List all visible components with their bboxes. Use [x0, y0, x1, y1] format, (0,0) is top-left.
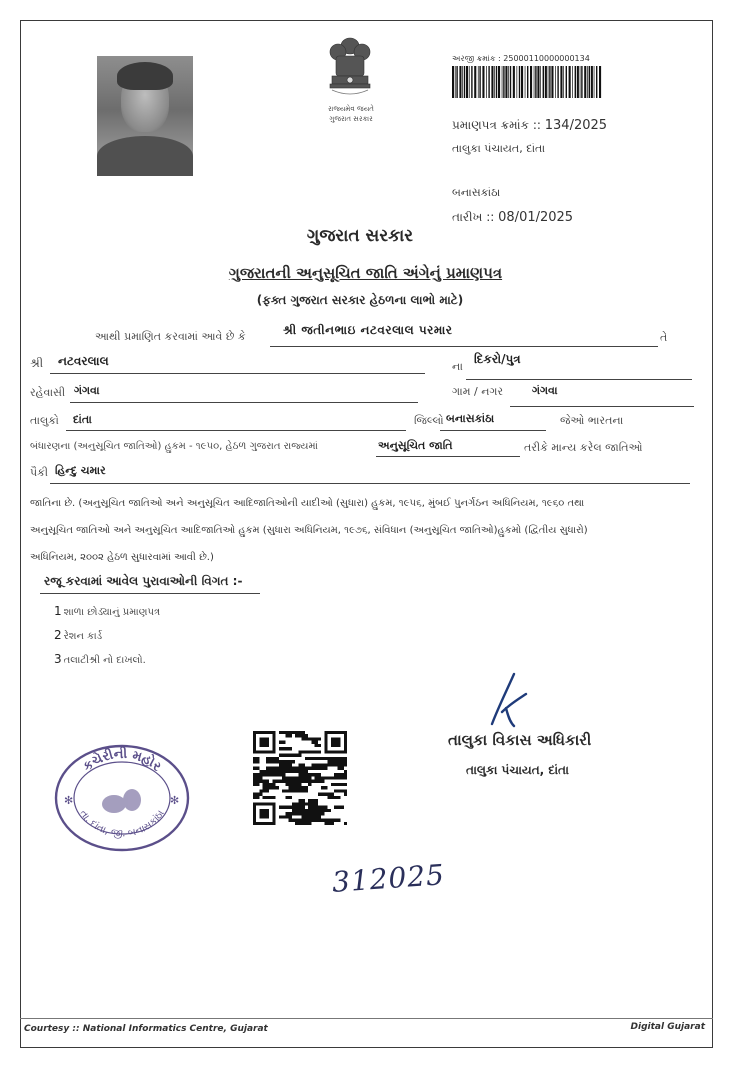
seal-top-text: કચેરીની મહોર	[80, 746, 164, 775]
issue-date: 08/01/2025	[498, 210, 574, 225]
applicant-photo	[97, 56, 193, 176]
certificate-number: 134/2025	[544, 118, 608, 133]
certify-label: આથી પ્રમાણિત કરવામાં આવે છે કે	[95, 330, 246, 343]
signatory-title: તાલુકા વિકાસ અધિકારી	[448, 731, 592, 749]
emblem-caption-line2: ગુજરાત સરકાર	[329, 115, 373, 123]
seal-bottom-text: તા. દાંતા, જી. બનાસકાંઠા	[77, 808, 167, 840]
svg-text:કચેરીની મહોર	[80, 745, 164, 775]
government-heading: ગુજરાત સરકાર	[306, 226, 414, 246]
caste-prefix: પૈકી	[30, 466, 49, 479]
applicant-name: શ્રી જતીનભાઇ નટવરલાલ પરમાર	[283, 323, 453, 337]
certificate-number-row: પ્રમાણપત્ર ક્રમાંક :: 134/2025	[452, 118, 608, 133]
emblem-caption	[316, 104, 386, 124]
district-underline	[440, 430, 546, 431]
handwritten-note: 312025	[330, 858, 446, 899]
qr-code-icon	[253, 731, 347, 825]
barcode-icon	[452, 66, 602, 98]
legal-paragraph-line3: અધિનિયમ, ૨૦૦૨ હેઠળ સુધારવામાં આવી છે.)	[30, 552, 214, 563]
name-underline	[270, 346, 658, 347]
resident-label: રહેવાસી	[30, 386, 66, 399]
application-number: અરજી ક્રમાંક : 25000110000000134	[452, 54, 590, 63]
relation: દિકરો/પુત્ર	[474, 352, 521, 366]
documents-heading-underline	[40, 593, 260, 594]
list-item: 1 શાળા છોડ્યાનું પ્રમાણપત્ર	[54, 604, 161, 618]
village-label: ગામ / નગર	[452, 385, 504, 398]
father-name: નટવરલાલ	[58, 354, 109, 368]
issuing-office: તાલુકા પંચાયત, દાંતા	[452, 142, 546, 155]
father-underline	[50, 373, 425, 374]
category-value: અનુસૂચિત જાતિ	[378, 439, 453, 452]
constitution-label: બંધારણના (અનુસૂચિત જાતિઓ) હુકમ - ૧૯૫૦, હેઠળ ગુજરાત રાજ્યમાં	[30, 441, 318, 452]
issue-date-row: તારીખ :: 08/01/2025	[452, 210, 574, 225]
category-underline	[376, 456, 520, 457]
name-suffix: તે	[660, 331, 668, 344]
taluka-label: તાલુકો	[30, 414, 59, 427]
na-label: ના	[452, 360, 463, 373]
taluka-value: દાંતા	[73, 413, 92, 426]
relation-underline	[466, 379, 692, 380]
recognized-label: તરીકે માન્ય કરેલ જાતિઓ	[524, 441, 643, 454]
shri-label: શ્રી	[30, 356, 44, 370]
svg-text:✻: ✻	[64, 794, 74, 807]
signature-mark	[484, 668, 530, 730]
documents-heading: રજૂ કરવામાં આવેલ પુરાવાઓની વિગત :-	[44, 574, 243, 588]
issuing-district: બનાસકાંઠા	[452, 186, 501, 199]
resident-value: ગંગવા	[74, 384, 100, 397]
state-emblem-icon	[318, 34, 382, 106]
caste-underline	[50, 483, 690, 484]
emblem-caption-line1: રાજ્યમેવ જયતે	[328, 105, 374, 113]
certificate-note: (ફક્ત ગુજરાત સરકાર હેઠળના લાભો માટે)	[256, 293, 464, 307]
india-label: જેઓ ભારતના	[560, 414, 624, 427]
district-label: જિલ્લો	[414, 414, 444, 427]
legal-paragraph	[30, 490, 682, 571]
resident-underline	[70, 402, 418, 403]
office-seal	[52, 742, 192, 854]
certificate-title: ગુજરાતની અનુસૂચિત જાતિ અંગેનું પ્રમાણપત્ર	[228, 264, 503, 282]
legal-paragraph-line1: જાતિના છે. (અનુસૂચિત જાતિઓ અને અનુસૂચિત આદિજાતિઓની યાદીઓ (સુધારા) હુકમ, ૧૯૫૬, મુંબઈ પુનર્ગઠન અધિનિયમ, ૧૯૬૦ તથા	[30, 498, 585, 509]
svg-text:✻: ✻	[170, 794, 180, 807]
footer-divider	[20, 1018, 713, 1019]
svg-text:તા. દાંતા, જી. બનાસકાંઠા	[77, 808, 167, 840]
taluka-underline	[66, 430, 406, 431]
caste-value: હિન્દુ ચમાર	[55, 464, 106, 477]
village-value: ગંગવા	[532, 384, 558, 397]
signatory-office: તાલુકા પંચાયત, દાંતા	[466, 763, 569, 777]
certificate-number-label: પ્રમાણપત્ર ક્રમાંક	[452, 118, 530, 132]
list-item: 3 તલાટીશ્રી નો દાખલો.	[54, 652, 146, 666]
issue-date-label: તારીખ	[452, 210, 483, 224]
footer-courtesy: Courtesy :: National Informatics Centre, Gujarat	[24, 1024, 268, 1034]
village-underline	[510, 406, 694, 407]
list-item: 2 રેશન કાર્ડ	[54, 628, 103, 642]
district-value: બનાસકાંઠા	[446, 412, 495, 425]
footer-brand: Digital Gujarat	[630, 1022, 705, 1032]
legal-paragraph-line2: અનુસૂચિત જાતિઓ અને અનુસૂચિત આદિજાતિઓ હુકમ (સુધારા અધિનિયમ, ૧૯૭૬, સંવિધાન (અનુસૂચિત જાતિઓ)હુકમો (દ્વિતીય સુધારો)	[30, 525, 588, 536]
